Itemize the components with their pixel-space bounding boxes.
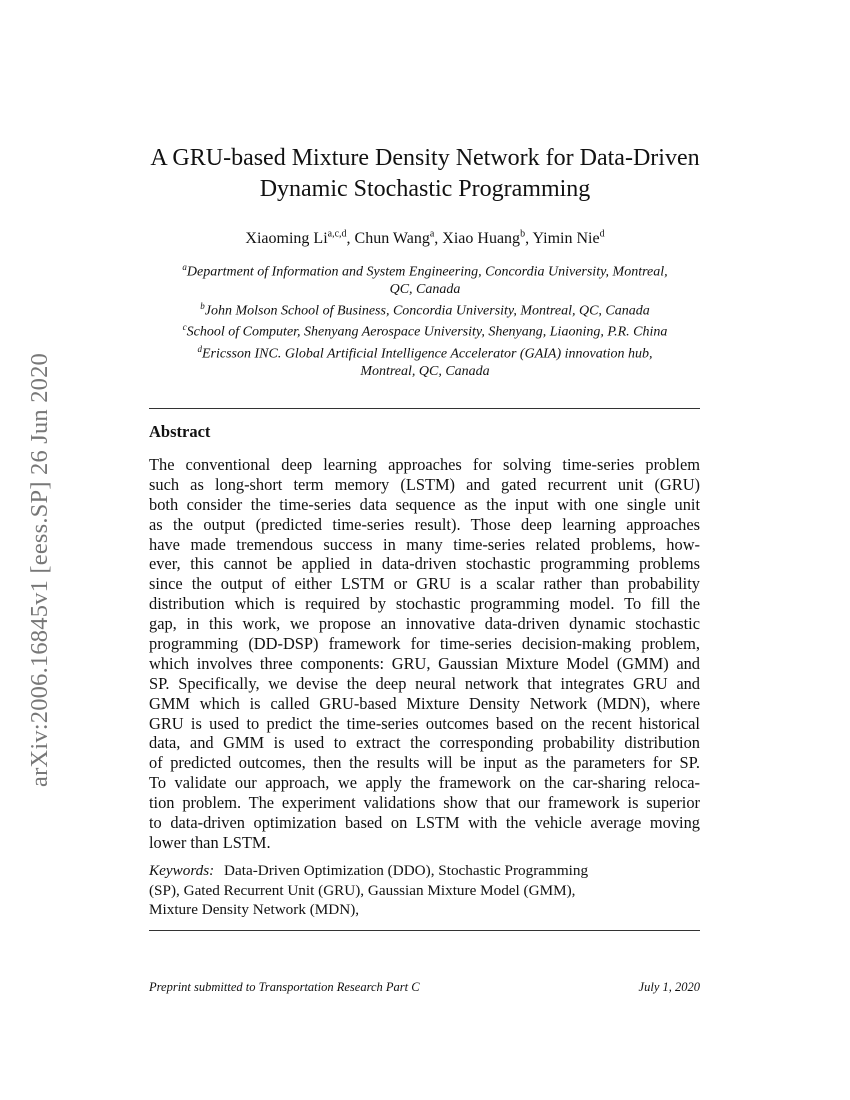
abstract-line: which involves three components: GRU, Gaussian Mixture Model (GMM) and xyxy=(149,653,700,673)
abstract-line: to data-driven optimization based on LSTM with the vehicle average moving xyxy=(149,813,700,833)
date: July 1, 2020 xyxy=(638,980,700,994)
author: Yimin Nie$^d$ xyxy=(532,229,605,248)
affiliations xyxy=(130,259,720,380)
footer xyxy=(149,980,700,995)
abstract-line: To validate our approach, we apply the framework on the car-sharing reloca- xyxy=(149,773,700,793)
affiliation: $^c$School of Computer, Shenyang Aerospace University, Shenyang, Liaoning, P.R. China xyxy=(182,322,668,340)
abstract-line: tion problem. The experiment validations show that our framework is superior xyxy=(149,793,700,813)
abstract-line: programming (DD-DSP) framework for time-series decision-making problem, xyxy=(149,634,700,654)
abstract-line: distribution which is required by stochastic programming model. To fill the xyxy=(149,594,700,614)
abstract-line: data, and GMM is used to extract the corresponding probability distribution xyxy=(149,733,700,753)
abstract-body xyxy=(149,455,700,853)
abstract-line: since the output of either LSTM or GRU is a scalar rather than probability xyxy=(149,574,700,594)
abstract-line: SP. Specifically, we devise the deep neural network that integrates GRU and xyxy=(149,673,700,693)
keywords-label: Keywords: xyxy=(149,862,215,879)
title-line-1: A GRU-based Mixture Density Network for Data-Driven xyxy=(150,145,700,171)
abstract-line: GRU is used to predict the time-series outcomes based on the recent historical xyxy=(149,713,700,733)
abstract-line: as the output (predicted time-series result). Those deep learning approaches xyxy=(149,514,700,534)
affiliation: $^b$John Molson School of Business, Concordia University, Montreal, QC, Canada xyxy=(200,300,650,319)
top-rule xyxy=(149,408,700,409)
abstract-line: have made tremendous success in many time-series related problems, how- xyxy=(149,534,700,554)
abstract-line: of predicted outcomes, then the results will be input as the parameters for SP. xyxy=(149,753,700,773)
abstract-line: gap, in this work, we propose an innovative data-driven dynamic stochastic xyxy=(149,614,700,634)
paper-title xyxy=(100,143,750,205)
author: Xiao Huang$^b$, xyxy=(442,229,533,248)
abstract-line: such as long-short term memory (LSTM) and gated recurrent unit (GRU) xyxy=(149,474,700,494)
abstract-line: GMM which is called GRU-based Mixture Density Network (MDN), where xyxy=(149,693,700,713)
abstract-heading: Abstract xyxy=(149,422,211,441)
affiliation: $^d$Ericsson INC. Global Artificial Intelligence Accelerator (GAIA) innovation hub, Montreal, QC, Canada xyxy=(197,343,653,379)
abstract-line: lower than LSTM. xyxy=(149,832,271,852)
abstract-line: both consider the time-series data sequence as the input with one single unit xyxy=(149,494,700,514)
preprint-note: Preprint submitted to Transportation Research Part C xyxy=(149,980,420,994)
abstract-line: ever, this cannot be applied in data-driven stochastic programming problems xyxy=(149,554,700,574)
affiliation: $^a$Department of Information and System Engineering, Concordia University, Montreal, QC, Canada xyxy=(182,262,668,297)
author: Xiaoming Li$^{a,c,d}$, xyxy=(245,229,355,248)
title-line-2: Dynamic Stochastic Programming xyxy=(259,176,591,202)
keywords: Keywords: Data-Driven Optimization (DDO), Stochastic Programming (SP), Gated Recurrent Unit (GRU), Gaussian Mixture Model (GMM), Mixture Density Network (MDN), xyxy=(149,862,589,918)
arxiv-stamp: arXiv:2006.16845v1 [eess.SP] 26 Jun 2020 xyxy=(26,352,53,788)
bottom-rule xyxy=(149,930,700,931)
author-list xyxy=(100,229,750,248)
abstract-line: The conventional deep learning approaches for solving time-series problem xyxy=(149,455,700,474)
author: Chun Wang$^a$, xyxy=(354,229,443,248)
